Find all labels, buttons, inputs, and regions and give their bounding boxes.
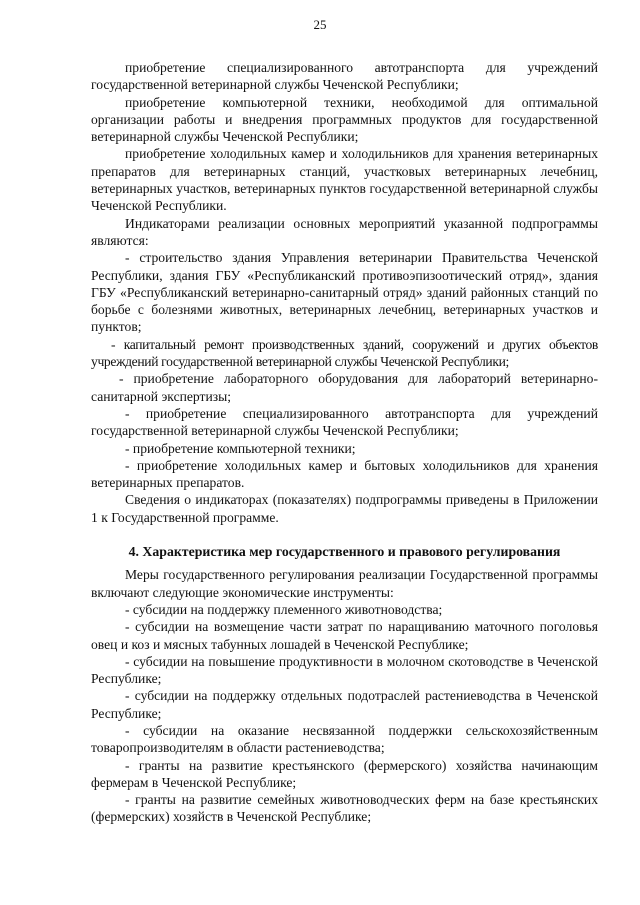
indicator-item: - капитальный ремонт производственных зданий, сооружений и других объектов учреждений государственной ветеринарной службы Чеченской Республики; bbox=[91, 336, 598, 370]
measure-item: - субсидии на поддержку племенного животноводства; bbox=[125, 601, 443, 617]
indicator-item: - приобретение компьютерной техники; bbox=[125, 440, 356, 456]
paragraph-indicators-intro: Индикаторами реализации основных мероприятий указанной подпрограммы являются: bbox=[91, 215, 598, 248]
page-number: 25 bbox=[313, 17, 327, 32]
paragraph-section-intro: Меры государственного регулирования реализации Государственной программы включают следующие экономические инструменты: bbox=[91, 567, 598, 600]
indicator-item: - приобретение холодильных камер и бытовых холодильников для хранения ветеринарных препаратов. bbox=[91, 457, 598, 491]
indicator-item: - приобретение лабораторного оборудования для лабораторий ветеринарно-санитарной экспертизы; bbox=[91, 371, 598, 404]
paragraph-vehicles: приобретение специализированного автотранспорта для учреждений государственной ветеринарной службы Чеченской Республики; bbox=[91, 60, 598, 93]
section-heading: 4. Характеристика мер государственного и правового регулирования bbox=[128, 544, 561, 560]
indicator-item: - строительство здания Управления ветеринарии Правительства Чеченской Республики, здания ГБУ «Республиканский противоэпизоотический отряд», здания ГБУ «Республиканский ветеринарно-санитарный отряд» зданий районных станций по борьбе с болезнями животных, ветеринарных лечебниц, ветеринарных участков и пунктов; bbox=[91, 250, 598, 335]
document-body bbox=[91, 59, 598, 826]
measure-item: - субсидии на повышение продуктивности в молочном скотоводстве в Чеченской Республике; bbox=[91, 653, 598, 687]
paragraph-refrigerators: приобретение холодильных камер и холодильников для хранения ветеринарных препаратов для ветеринарных станций, участковых ветеринарных лечебниц, ветеринарных участков, ветеринарных пунктов государственной ветеринарной службы Чеченской Республики. bbox=[91, 146, 598, 214]
measure-item: - субсидии на оказание несвязанной поддержки сельскохозяйственным товаропроизводителям в области растениеводства; bbox=[91, 722, 598, 756]
paragraph-indicators-note: Сведения о индикаторах (показателях) подпрограммы приведены в Приложении 1 к Государственной программе. bbox=[91, 492, 598, 525]
paragraph-computers: приобретение компьютерной техники, необходимой для оптимальной организации работы и внедрения программных продуктов для государственной ветеринарной службы Чеченской Республики; bbox=[91, 94, 598, 145]
measure-item: - субсидии на поддержку отдельных подотраслей растениеводства в Чеченской Республике; bbox=[91, 688, 598, 721]
indicator-item: - приобретение специализированного автотранспорта для учреждений государственной ветеринарной службы Чеченской Республики; bbox=[91, 405, 598, 439]
measure-item: - гранты на развитие семейных животноводческих ферм на базе крестьянских (фермерских) хозяйств в Чеченской Республике; bbox=[91, 792, 598, 825]
measure-item: - субсидии на возмещение части затрат по наращиванию маточного поголовья овец и коз и мясных табунных лошадей в Чеченской Республике; bbox=[91, 619, 598, 652]
spacer bbox=[91, 526, 598, 543]
measure-item: - гранты на развитие крестьянского (фермерского) хозяйства начинающим фермерам в Чеченской Республике; bbox=[91, 757, 598, 790]
